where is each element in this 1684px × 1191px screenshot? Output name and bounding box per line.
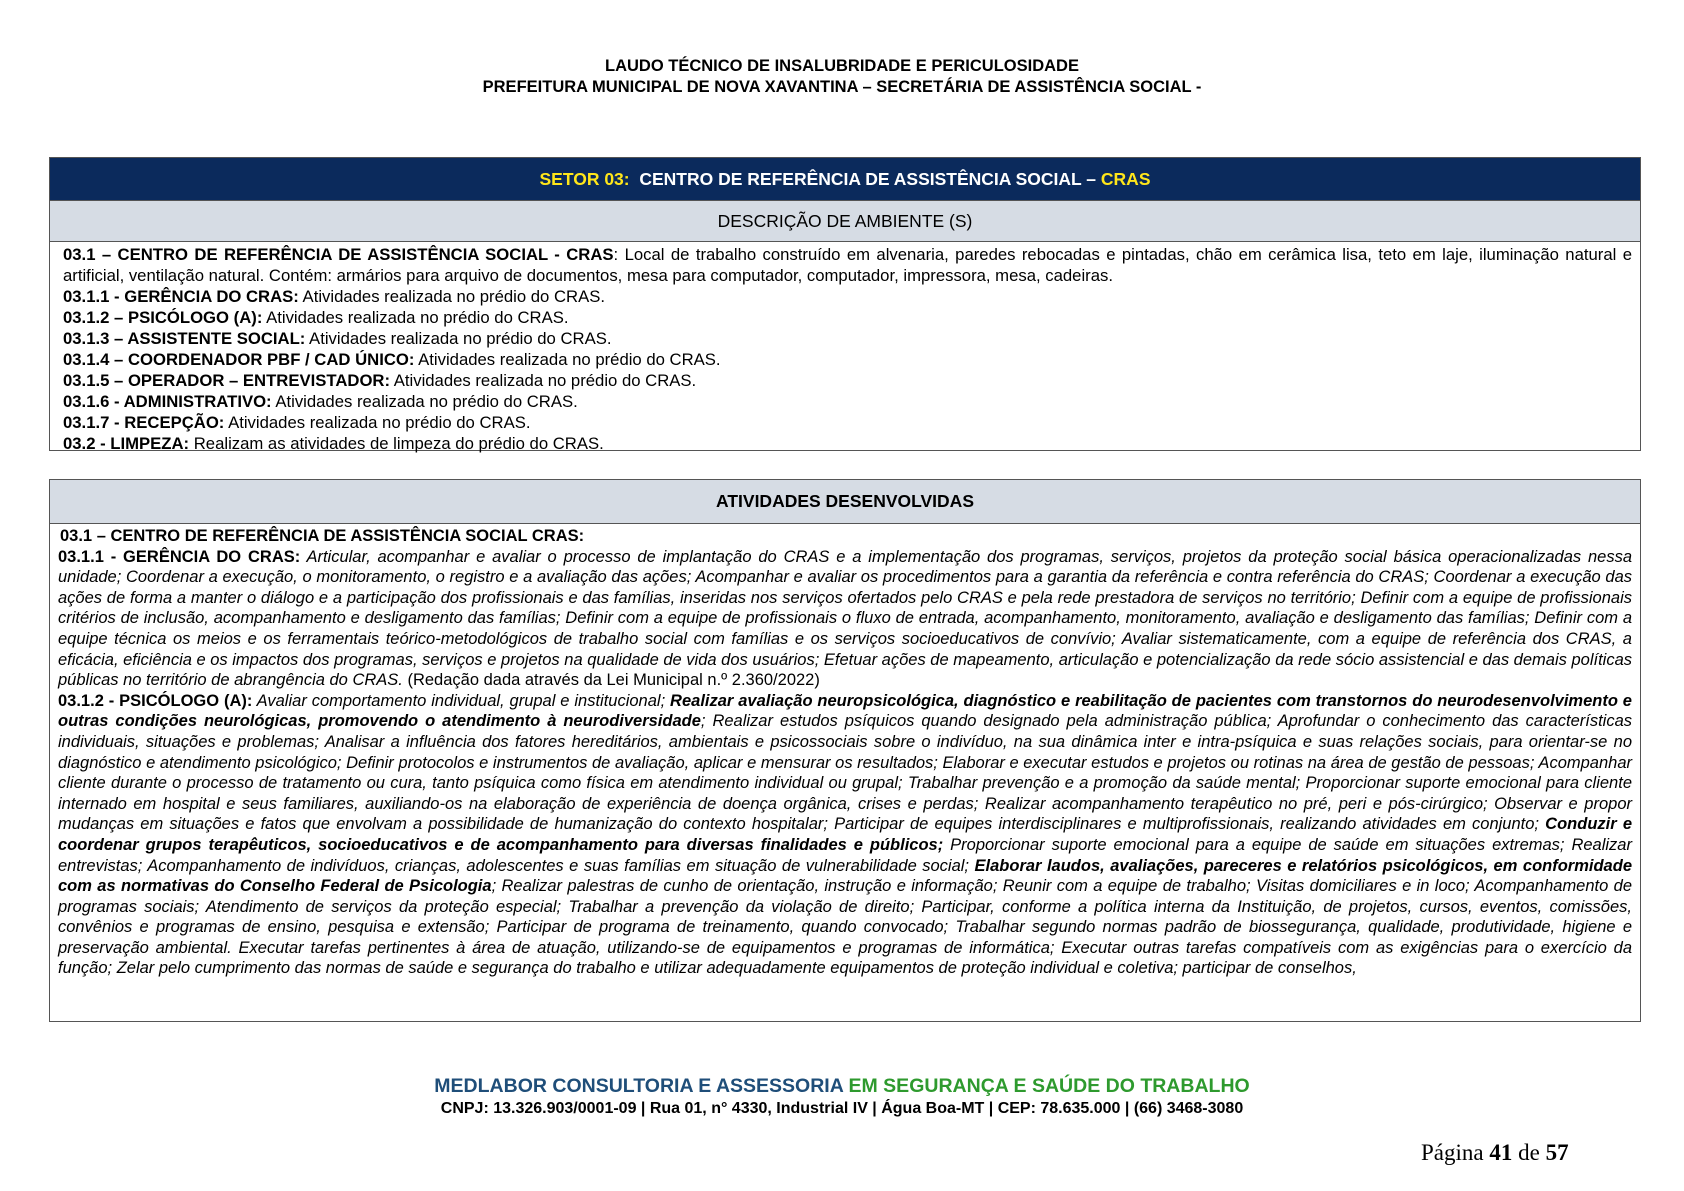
sector-suffix: CRAS [1100, 169, 1151, 189]
environment-item: 03.2 - LIMPEZA: Realizam as atividades de limpeza do prédio do CRAS. [63, 434, 604, 453]
header-subtitle: PREFEITURA MUNICIPAL DE NOVA XAVANTINA – SECRETÁRIA DE ASSISTÊNCIA SOCIAL - [482, 78, 1202, 96]
footer-company-name: MEDLABOR CONSULTORIA E ASSESSORIA [434, 1075, 844, 1097]
footer-company [0, 1075, 1684, 1098]
footer-company-tagline: EM SEGURANÇA E SAÚDE DO TRABALHO [843, 1075, 1250, 1097]
activities-content [50, 524, 1640, 979]
environment-item: 03.1.4 – COORDENADOR PBF / CAD ÚNICO: Atividades realizada no prédio do CRAS. [63, 350, 721, 369]
gerencia-paragraph: 03.1.1 - GERÊNCIA DO CRAS: Articular, acompanhar e avaliar o processo de implantação do CRAS e a implementação dos programas, serviços, projetos da proteção social básica operacionalizadas nessa unidade; Coordenar a execução, o monitoramento, o registro e a avaliação das ações; Acompanhar e avaliar os procedimentos para a garantia da referência e contra referência do CRAS; Coordenar a execução das ações de forma a manter o diálogo e a participação dos profissionais e das famílias, inseridas nos serviços ofertados pelo CRAS e pela rede prestadora de serviços no território; Definir com a equipe de profissionais critérios de inclusão, acompanhamento e desligamento das famílias; Definir com a equipe de profissionais o fluxo de entrada, acompanhamento, monitoramento, avaliação e desligamento das famílias; Definir com a equipe técnica os meios e os ferramentais teórico-metodológicos de trabalho social com famílias e os serviços socioeducativos de convívio; Avaliar sistematicamente, com a equipe de referência dos CRAS, a eficácia, eficiência e os impactos dos programas, serviços e projetos na qualidade de vida dos usuários; Efetuar ações de mapeamento, articulação e potencialização da rede sócio assistencial e das demais políticas públicas no território de abrangência do CRAS. (Redação dada através da Lei Municipal n.º 2.360/2022) [58, 547, 1632, 690]
document-header [0, 56, 1684, 98]
activities-header: ATIVIDADES DESENVOLVIDAS [50, 480, 1640, 524]
environment-list [50, 242, 1640, 454]
environment-item: 03.1.3 – ASSISTENTE SOCIAL: Atividades realizada no prédio do CRAS. [63, 329, 612, 348]
environment-header: DESCRIÇÃO DE AMBIENTE (S) [50, 201, 1640, 242]
environment-item: 03.1.7 - RECEPÇÃO: Atividades realizada no prédio do CRAS. [63, 413, 531, 432]
sector-title: CENTRO DE REFERÊNCIA DE ASSISTÊNCIA SOCIAL – [639, 169, 1097, 189]
environment-item: 03.1.5 – OPERADOR – ENTREVISTADOR: Atividades realizada no prédio do CRAS. [63, 371, 697, 390]
environment-table [49, 157, 1641, 451]
header-title: LAUDO TÉCNICO DE INSALUBRIDADE E PERICULOSIDADE [605, 57, 1079, 75]
environment-item: 03.1.6 - ADMINISTRATIVO: Atividades realizada no prédio do CRAS. [63, 392, 578, 411]
psicologo-paragraph: 03.1.2 - PSICÓLOGO (A): Avaliar comportamento individual, grupal e institucional; Realizar avaliação neuropsicológica, diagnóstico e reabilitação de pacientes com transtornos do neurodesenvolvimento e outras condições neurológicas, promovendo o atendimento à neurodiversidade; Realizar estudos psíquicos quando designado pela administração pública; Aprofundar o conhecimento das características individuais, situações e problemas; Analisar a influência dos fatores hereditários, ambientais e psicossociais sobre o indivíduo, na sua dinâmica inter e intra-psíquica e suas relações sociais, para orientar-se no diagnóstico e atendimento psicológico; Definir protocolos e instrumentos de avaliação, aplicar e mensurar os resultados; Elaborar e executar estudos e projetos ou rotinas na área de gestão de pessoas; Acompanhar cliente durante o processo de tratamento ou cura, tanto psíquica como física em atendimento individual ou grupal; Trabalhar prevenção e a promoção da saúde mental; Proporcionar suporte emocional para cliente internado em hospital e seus familiares, auxiliando-os na elaboração de experiência de doença orgânica, crises e perdas; Realizar acompanhamento terapêutico no pré, peri e pós-cirúrgico; Observar e propor mudanças em situações e fatos que envolvam a possibilidade de humanização do contexto hospitalar; Participar de equipes interdisciplinares e multiprofissionais, realizando atividades em conjunto; Conduzir e coordenar grupos terapêuticos, socioeducativos e de acompanhamento para diversas finalidades e públicos; Proporcionar suporte emocional para a equipe de saúde em situações extremas; Realizar entrevistas; Acompanhamento de indivíduos, crianças, adolescentes e suas famílias em situação de vulnerabilidade social; Elaborar laudos, avaliações, pareceres e relatórios psicológicos, em conformidade com as normativas do Conselho Federal de Psicologia; Realizar palestras de cunho de orientação, instrução e informação; Reunir com a equipe de trabalho; Visitas domiciliares e in loco; Acompanhamento de programas sociais; Atendimento de serviços da proteção especial; Trabalhar a prevenção da violação de direito; Participar, conforme a política interna da Instituição, de projetos, cursos, eventos, comissões, convênios e programas de ensino, pesquisa e extensão; Participar de programa de treinamento, quando convocado; Trabalhar segundo normas padrão de biossegurança, qualidade, produtividade, higiene e preservação ambiental. Executar tarefas pertinentes à área de atuação, utilizando-se de equipamentos e programas de informática; Executar outras tarefas compatíveis com as exigências para o exercício da função; Zelar pelo cumprimento das normas de saúde e segurança do trabalho e utilizar adequadamente equipamentos de proteção individual e coletiva; participar de conselhos, [58, 691, 1633, 978]
activities-table [49, 479, 1641, 1022]
footer-contact: CNPJ: 13.326.903/0001-09 | Rua 01, n° 4330, Industrial IV | Água Boa-MT | CEP: 78.635.000 | (66) 3468-3080 [440, 1100, 1244, 1117]
page-number: Página 41 de 57 [1421, 1140, 1569, 1165]
environment-item: 03.1.2 – PSICÓLOGO (A): Atividades realizada no prédio do CRAS. [63, 308, 569, 327]
sector-prefix: SETOR 03: [539, 169, 630, 189]
environment-item: 03.1.1 - GERÊNCIA DO CRAS: Atividades realizada no prédio do CRAS. [63, 287, 605, 306]
sector-title-bar [50, 158, 1640, 201]
activities-section-title: 03.1 – CENTRO DE REFERÊNCIA DE ASSISTÊNCIA SOCIAL CRAS: [60, 527, 585, 545]
environment-item: 03.1 – CENTRO DE REFERÊNCIA DE ASSISTÊNCIA SOCIAL - CRAS: Local de trabalho construído em alvenaria, paredes rebocadas e pintadas, chão em cerâmica lisa, teto em laje, iluminação natural e artificial, ventilação natural. Contém: armários para arquivo de documentos, mesa para computador, computador, impressora, mesa, cadeiras. [63, 245, 1632, 285]
